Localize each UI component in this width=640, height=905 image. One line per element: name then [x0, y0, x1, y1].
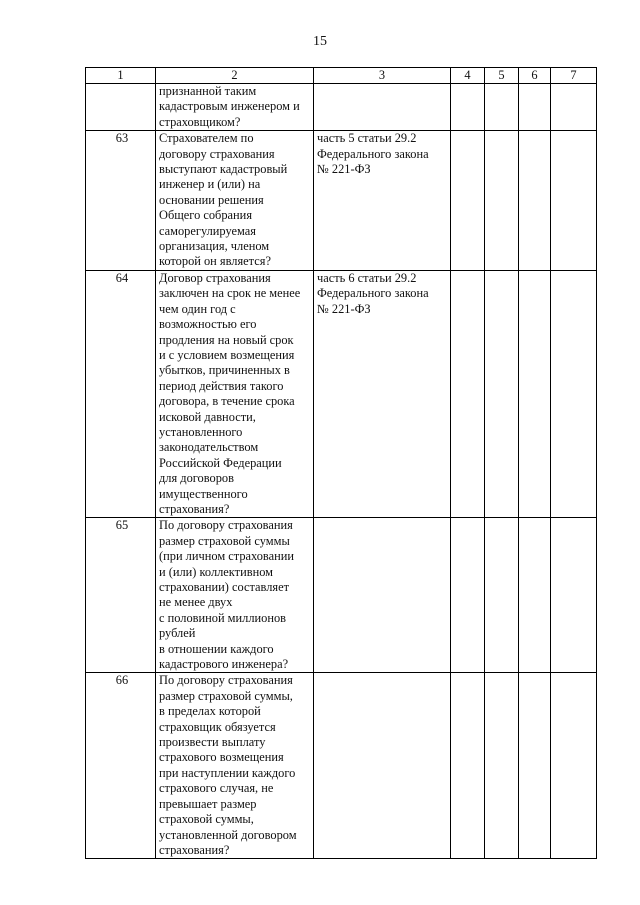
- answer-cell-yes: [451, 270, 485, 518]
- answer-cell-yes: [451, 673, 485, 859]
- table-row: [86, 270, 597, 518]
- note-cell: [551, 131, 597, 271]
- column-header-1: 1: [86, 68, 156, 84]
- answer-cell-no: [485, 131, 519, 271]
- column-header-5: 5: [485, 68, 519, 84]
- column-header-2: 2: [156, 68, 314, 84]
- answer-cell-yes: [451, 518, 485, 673]
- requirement-cell: По договору страхования размер страховой суммы (при личном страховании и (или) коллективном страховании) составляет не менее двух с половиной миллионов рублей в отношении каждого кадастрового инженера?: [156, 518, 314, 673]
- answer-cell-no: [485, 673, 519, 859]
- answer-cell-na: [519, 673, 551, 859]
- row-number-cell: 63: [86, 131, 156, 271]
- row-number-cell: [86, 84, 156, 131]
- note-cell: [551, 84, 597, 131]
- basis-cell: часть 5 статьи 29.2 Федерального закона № 221-ФЗ: [314, 131, 451, 271]
- basis-cell: [314, 518, 451, 673]
- requirement-cell: признанной таким кадастровым инженером и страховщиком?: [156, 84, 314, 131]
- column-header-3: 3: [314, 68, 451, 84]
- requirement-cell: Договор страхования заключен на срок не менее чем один год с возможностью его продления на новый срок и с условием возмещения убытков, причиненных в период действия такого договора, в течение срока исковой давности, установленного законодательством Российской Федерации для договоров имущественного страхования?: [156, 270, 314, 518]
- table-row: [86, 131, 597, 271]
- requirement-cell: По договору страхования размер страховой суммы, в пределах которой страховщик обязуется произвести выплату страхового возмещения при наступлении каждого страхового случая, не превышает размер страховой суммы, установленной договором страхования?: [156, 673, 314, 859]
- checklist-table: [85, 67, 597, 859]
- row-number-cell: 66: [86, 673, 156, 859]
- answer-cell-na: [519, 131, 551, 271]
- answer-cell-na: [519, 84, 551, 131]
- row-number-cell: 65: [86, 518, 156, 673]
- table-row: [86, 673, 597, 859]
- header-row: [86, 68, 597, 84]
- answer-cell-no: [485, 270, 519, 518]
- answer-cell-no: [485, 84, 519, 131]
- table-row: [86, 518, 597, 673]
- table-row-continuation: [86, 84, 597, 131]
- requirement-cell: Страхователем по договору страхования выступают кадастровый инженер и (или) на основании решения Общего собрания саморегулируемая организация, членом которой он является?: [156, 131, 314, 271]
- answer-cell-na: [519, 518, 551, 673]
- answer-cell-no: [485, 518, 519, 673]
- column-header-6: 6: [519, 68, 551, 84]
- note-cell: [551, 673, 597, 859]
- note-cell: [551, 270, 597, 518]
- column-header-7: 7: [551, 68, 597, 84]
- row-number-cell: 64: [86, 270, 156, 518]
- column-header-4: 4: [451, 68, 485, 84]
- page-number: 15: [313, 34, 327, 49]
- basis-cell: [314, 673, 451, 859]
- basis-cell: часть 6 статьи 29.2 Федерального закона № 221-ФЗ: [314, 270, 451, 518]
- answer-cell-na: [519, 270, 551, 518]
- basis-cell: [314, 84, 451, 131]
- answer-cell-yes: [451, 84, 485, 131]
- answer-cell-yes: [451, 131, 485, 271]
- note-cell: [551, 518, 597, 673]
